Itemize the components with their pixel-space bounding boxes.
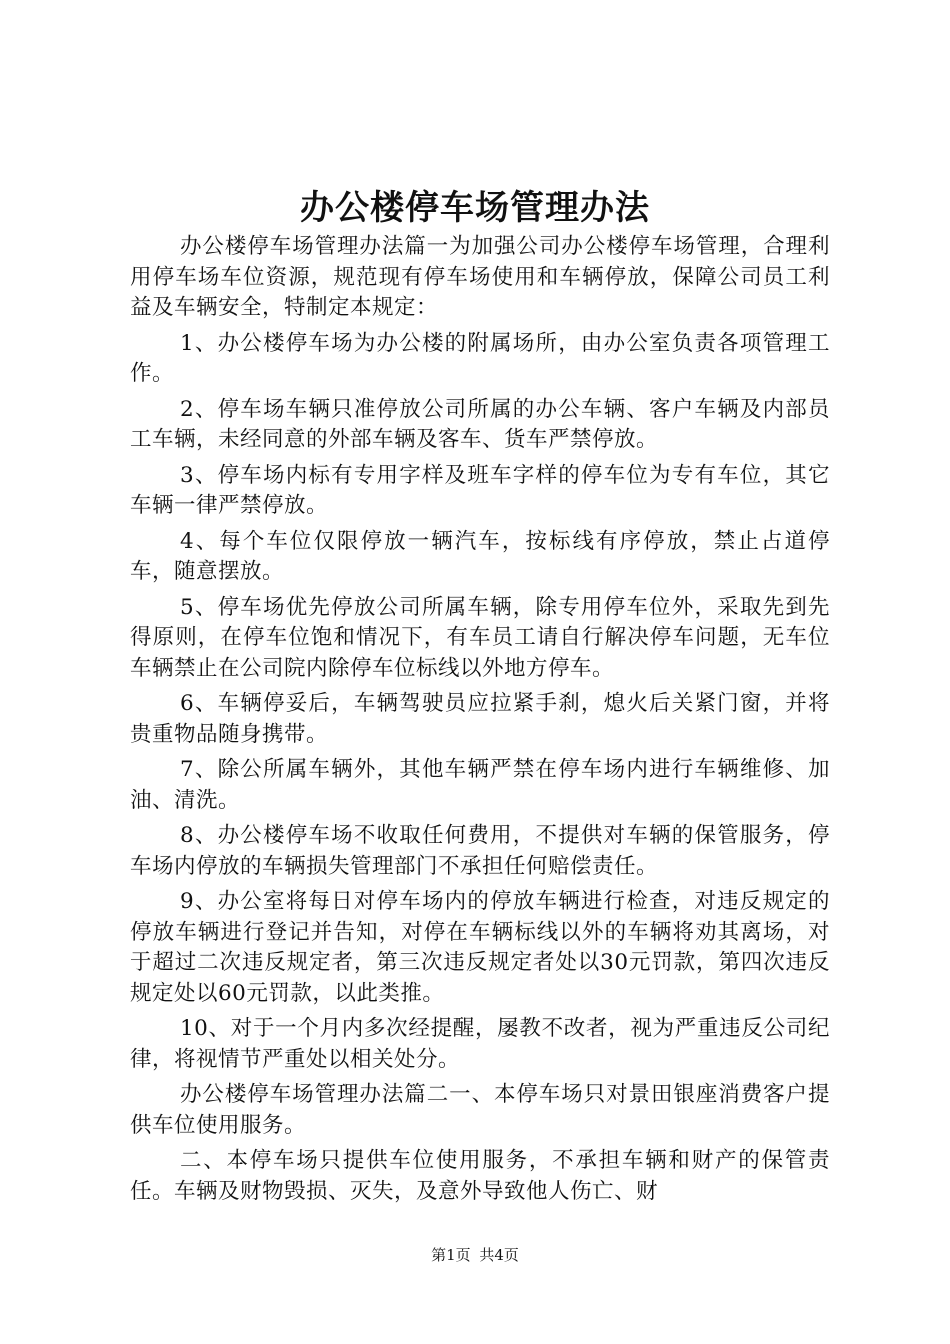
paragraph-section-2-intro: 办公楼停车场管理办法篇二一、本停车场只对景田银座消费客户提供车位使用服务。 bbox=[130, 1082, 830, 1138]
paragraph-item-8: 8、办公楼停车场不收取任何费用，不提供对车辆的保管服务，停车场内停放的车辆损失管理部门不承担任何赔偿责任。 bbox=[130, 823, 830, 879]
document-body bbox=[130, 232, 830, 1212]
page-title: 办公楼停车场管理办法 bbox=[300, 188, 650, 228]
paragraph-item-4: 4、每个车位仅限停放一辆汽车，按标线有序停放，禁止占道停车，随意摆放。 bbox=[130, 528, 830, 584]
paragraph-section-2-item-2: 二、本停车场只提供车位使用服务，不承担车辆和财产的保管责任。车辆及财物毁损、灭失，及意外导致他人伤亡、财 bbox=[130, 1148, 830, 1204]
paragraph-item-2: 2、停车场车辆只准停放公司所属的办公车辆、客户车辆及内部员工车辆，未经同意的外部车辆及客车、货车严禁停放。 bbox=[130, 396, 830, 452]
paragraph-item-7: 7、除公所属车辆外，其他车辆严禁在停车场内进行车辆维修、加油、清洗。 bbox=[130, 757, 830, 813]
paragraph-item-9: 9、办公室将每日对停车场内的停放车辆进行检查，对违反规定的停放车辆进行登记并告知，对停在车辆标线以外的车辆将劝其离场，对于超过二次违反规定者，第三次违反规定者处以30元罚款，第四次违反规定处以60元罚款，以此类推。 bbox=[130, 889, 830, 1006]
paragraph-item-3: 3、停车场内标有专用字样及班车字样的停车位为专有车位，其它车辆一律严禁停放。 bbox=[130, 462, 830, 518]
paragraph-item-10: 10、对于一个月内多次经提醒，屡教不改者，视为严重违反公司纪律，将视情节严重处以相关处分。 bbox=[130, 1016, 830, 1072]
paragraph-item-6: 6、车辆停妥后，车辆驾驶员应拉紧手刹，熄火后关紧门窗，并将贵重物品随身携带。 bbox=[130, 691, 830, 747]
paragraph-intro: 办公楼停车场管理办法篇一为加强公司办公楼停车场管理，合理利用停车场车位资源，规范现有停车场使用和车辆停放，保障公司员工利益及车辆安全，特制定本规定： bbox=[130, 234, 830, 320]
page-total: 共4页 bbox=[479, 1246, 519, 1264]
paragraph-item-5: 5、停车场优先停放公司所属车辆，除专用停车位外，采取先到先得原则，在停车位饱和情况下，有车员工请自行解决停车问题，无车位车辆禁止在公司院内除停车位标线以外地方停车。 bbox=[130, 594, 830, 681]
paragraph-item-1: 1、办公楼停车场为办公楼的附属场所，由办公室负责各项管理工作。 bbox=[130, 330, 830, 386]
page-footer bbox=[0, 1244, 950, 1265]
page-number: 第1页 bbox=[431, 1246, 471, 1264]
